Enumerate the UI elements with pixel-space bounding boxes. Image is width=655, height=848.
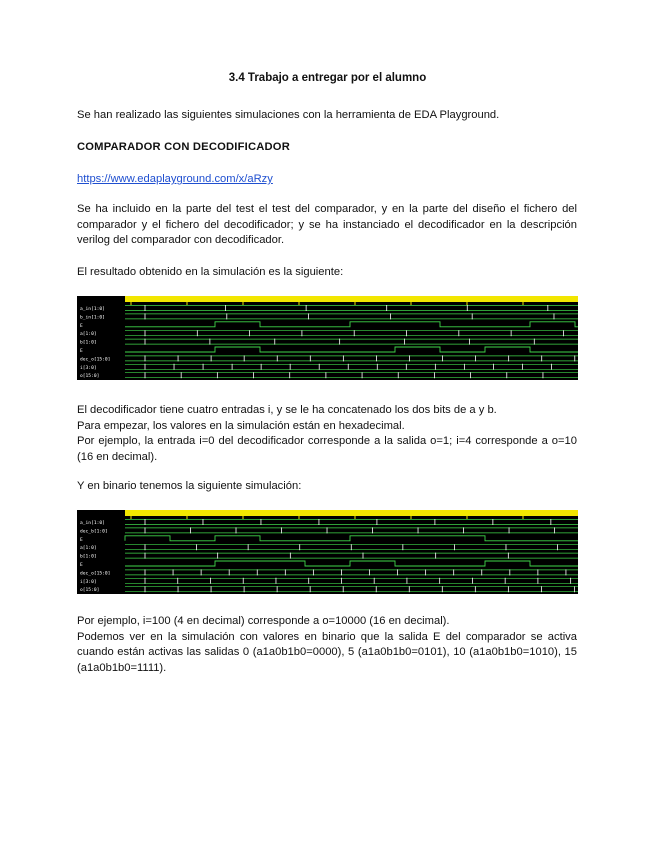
signal-label: dec_b[1:0] <box>80 529 108 535</box>
signal-label: dec_o[15:0] <box>80 571 111 577</box>
binary-explanation <box>77 614 577 676</box>
intro-paragraph: Se han realizado las siguientes simulaciones con la herramienta de EDA Playground. <box>77 109 500 121</box>
signal-trace <box>125 561 578 566</box>
signal-label: b[1:0] <box>80 340 97 346</box>
signal-label: i[3:0] <box>80 365 97 371</box>
hex-waveform <box>77 296 578 380</box>
binary-explanation-line-2: Podemos ver en la simulación con valores en binario que la salida E del comparador se activa cuando están activas las salidas 0 (a1a0b1b0=0000), 5 (a1a0b1b0=0101), 10 (a1a0b1b0=1010), 15 (a1a0b1b0=1111). <box>77 630 577 674</box>
signal-label: o[15:0] <box>80 374 100 380</box>
signal-label: E <box>80 563 83 568</box>
signal-label: b[1:0] <box>80 554 97 560</box>
hex-explanation-line-1: El decodificador tiene cuatro entradas i, y se le ha concatenado los dos bits de a y b. <box>77 404 497 416</box>
hex-explanation <box>77 403 577 465</box>
signal-trace <box>125 322 578 327</box>
hex-explanation-line-2: Para empezar, los valores en la simulación están en hexadecimal. <box>77 419 405 432</box>
section-title: 3.4 Trabajo a entregar por el alumno <box>228 72 427 84</box>
description-paragraph: Se ha incluido en la parte del test el test del comparador, y en la parte del diseño el fichero del comparador y el fichero del decodificador; y se ha instanciado el decodificador en la descripción verilog del comparador con decodificador. <box>77 203 577 246</box>
hex-explanation-line-3: Por ejemplo, la entrada i=0 del decodificador corresponde a la salida o=1; i=4 corresponde a o=10 (16 en decimal). <box>77 435 577 463</box>
signal-label: E <box>80 323 83 329</box>
binary-waveform <box>77 510 578 594</box>
section-heading: COMPARADOR CON DECODIFICADOR <box>77 141 290 153</box>
signal-label: E <box>80 537 83 543</box>
signal-label: a_in[1:0] <box>80 521 105 526</box>
eda-playground-link[interactable]: https://www.edaplayground.com/x/aRzy <box>77 173 273 185</box>
signal-label: dec_o[15:0] <box>80 357 111 363</box>
timeline-bar <box>125 510 578 516</box>
binary-intro: Y en binario tenemos la siguiente simulación: <box>77 480 302 492</box>
signal-label: a[1:0] <box>80 546 97 552</box>
signal-label: i[3:0] <box>80 579 97 585</box>
signal-label: b_in[1:0] <box>80 315 105 321</box>
binary-explanation-line-1: Por ejemplo, i=100 (4 en decimal) corresponde a o=10000 (16 en decimal). <box>77 615 450 627</box>
binary-waveform-screenshot <box>77 510 578 594</box>
signal-label: E <box>80 349 83 354</box>
signal-trace <box>125 347 578 352</box>
signal-trace <box>125 536 578 541</box>
signal-label: o[15:0] <box>80 588 100 594</box>
signal-label: a[1:0] <box>80 332 97 338</box>
hex-waveform-screenshot <box>77 296 578 380</box>
signal-label: a_in[1:0] <box>80 307 105 312</box>
result-intro: El resultado obtenido en la simulación es la siguiente: <box>77 266 344 278</box>
timeline-bar <box>125 296 578 302</box>
